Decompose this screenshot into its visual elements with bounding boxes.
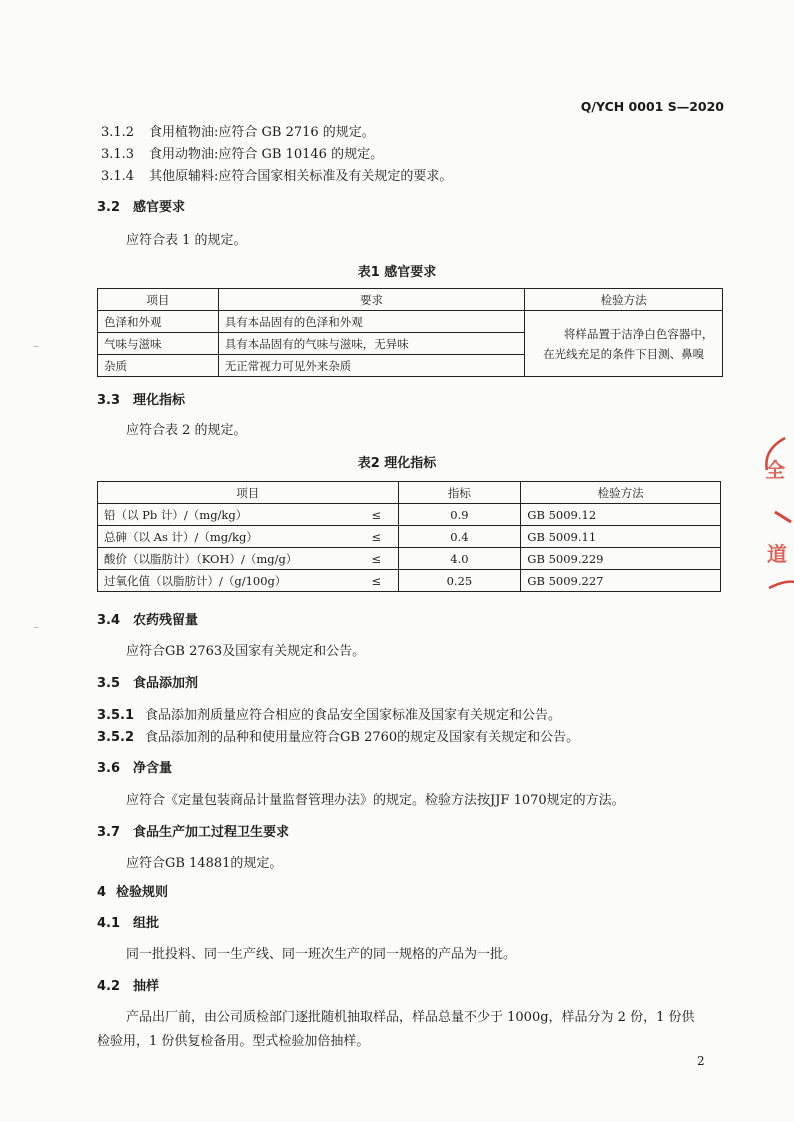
section-number: 3.6 (97, 761, 121, 776)
table1-caption: 表1 感官要求 (357, 265, 437, 280)
scan-mark (34, 346, 39, 347)
section-3-3-heading (97, 389, 185, 408)
cell-requirement: 无正常视力可见外来杂质 (218, 355, 524, 377)
seal-stamp: 全 道 (755, 430, 794, 610)
cell-method: GB 5009.11 (521, 526, 721, 548)
cell-value: 0.25 (398, 570, 521, 592)
header-item: 项目 (98, 289, 219, 311)
section-number: 3.2 (97, 200, 121, 215)
section-number: 4.2 (97, 979, 121, 994)
item-3-5-2 (97, 726, 579, 745)
section-3-4-text: 应符合GB 2763及国家有关规定和公告。 (126, 644, 366, 659)
table-physicochemical (97, 481, 721, 592)
item-text: 其他原辅料:应符合国家相关标准及有关规定的要求。 (149, 169, 453, 184)
section-4-1-heading (97, 912, 159, 931)
method-line-2: 在光线充足的条件下目测、鼻嗅 (543, 346, 705, 361)
cell-item: 气味与滋味 (98, 333, 219, 355)
document-code: Q/YCH 0001 S—2020 (580, 99, 724, 114)
table-header-row (98, 482, 721, 504)
cell-item: 总砷（以 As 计）/（mg/kg） (98, 526, 356, 548)
page-number: 2 (697, 1054, 705, 1068)
section-3-2-heading (97, 196, 185, 215)
section-3-7-heading (97, 821, 289, 840)
section-3-6-text: 应符合《定量包装商品计量监督管理办法》的规定。检验方法按JJF 1070规定的方法。 (126, 793, 625, 808)
cell-item: 铅（以 Pb 计）/（mg/kg） (98, 504, 356, 526)
section-number: 3.5 (97, 676, 121, 691)
section-4-2-heading (97, 975, 159, 994)
section-3-6-heading (97, 757, 172, 776)
header-method: 检验方法 (521, 482, 721, 504)
item-number: 3.5.2 (97, 730, 135, 745)
cell-method: GB 5009.229 (521, 548, 721, 570)
section-3-5-heading (97, 672, 198, 691)
item-text: 食用动物油:应符合 GB 10146 的规定。 (149, 147, 384, 162)
table-header-row (98, 289, 723, 311)
item-3-5-1 (97, 704, 561, 723)
table-row (98, 570, 721, 592)
item-number: 3.1.3 (101, 147, 135, 162)
section-title: 组批 (133, 916, 160, 931)
section-4-2-line-1: 产品出厂前，由公司质检部门逐批随机抽取样品，样品总量不少于 1000g，样品分为 2 份，1 份供 (126, 1010, 695, 1025)
cell-method: GB 5009.12 (521, 504, 721, 526)
section-title: 食品生产加工过程卫生要求 (133, 825, 290, 840)
cell-operator: ≤ (355, 504, 398, 526)
cell-value: 0.9 (398, 504, 521, 526)
section-4-1-text: 同一批投料、同一生产线、同一班次生产的同一规格的产品为一批。 (126, 947, 517, 962)
section-3-3-text: 应符合表 2 的规定。 (126, 423, 247, 438)
item-3-1-3 (101, 143, 383, 162)
section-title: 抽样 (133, 979, 160, 994)
item-text: 食用植物油:应符合 GB 2716 的规定。 (149, 125, 375, 140)
section-number: 4 (97, 885, 107, 900)
cell-operator: ≤ (355, 526, 398, 548)
section-4-heading (97, 881, 168, 900)
table2-caption: 表2 理化指标 (357, 456, 437, 471)
section-title: 净含量 (133, 761, 173, 776)
section-3-7-text: 应符合GB 14881的规定。 (126, 856, 283, 871)
item-3-1-2 (101, 121, 375, 140)
table-row (98, 311, 723, 333)
cell-method: GB 5009.227 (521, 570, 721, 592)
header-index: 指标 (398, 482, 521, 504)
section-4-2-line-2: 检验用，1 份供复检备用。型式检验加倍抽样。 (97, 1034, 370, 1049)
table-row (98, 548, 721, 570)
section-3-2-text: 应符合表 1 的规定。 (126, 233, 247, 248)
section-title: 农药残留量 (133, 613, 199, 628)
scan-mark (34, 627, 39, 628)
section-number: 3.3 (97, 393, 121, 408)
table-sensory (97, 288, 723, 377)
header-method: 检验方法 (525, 289, 723, 311)
table-row (98, 504, 721, 526)
section-3-4-heading (97, 609, 198, 628)
cell-requirement: 具有本品固有的色泽和外观 (218, 311, 524, 333)
section-title: 理化指标 (133, 393, 186, 408)
header-item: 项目 (98, 482, 399, 504)
cell-value: 0.4 (398, 526, 521, 548)
section-title: 食品添加剂 (133, 676, 199, 691)
section-number: 4.1 (97, 916, 121, 931)
item-text: 食品添加剂的品种和使用量应符合GB 2760的规定及国家有关规定和公告。 (145, 730, 580, 745)
cell-operator: ≤ (355, 548, 398, 570)
section-number: 3.4 (97, 613, 121, 628)
item-number: 3.5.1 (97, 708, 135, 723)
cell-item: 色泽和外观 (98, 311, 219, 333)
table-row (98, 526, 721, 548)
section-title: 感官要求 (133, 200, 186, 215)
cell-item: 过氧化值（以脂肪计）/（g/100g） (98, 570, 356, 592)
cell-item: 杂质 (98, 355, 219, 377)
method-line-1: 将样品置于洁净白色容器中， (563, 326, 714, 341)
section-number: 3.7 (97, 825, 121, 840)
item-text: 食品添加剂质量应符合相应的食品安全国家标准及国家有关规定和公告。 (145, 708, 562, 723)
cell-value: 4.0 (398, 548, 521, 570)
header-requirement: 要求 (218, 289, 524, 311)
section-title: 检验规则 (116, 885, 169, 900)
item-3-1-4 (101, 165, 452, 184)
cell-requirement: 具有本品固有的气味与滋味，无异味 (218, 333, 524, 355)
cell-item: 酸价（以脂肪计）（KOH）/（mg/g） (98, 548, 356, 570)
cell-operator: ≤ (355, 570, 398, 592)
cell-method (525, 311, 723, 377)
item-number: 3.1.4 (101, 169, 135, 184)
item-number: 3.1.2 (101, 125, 135, 140)
